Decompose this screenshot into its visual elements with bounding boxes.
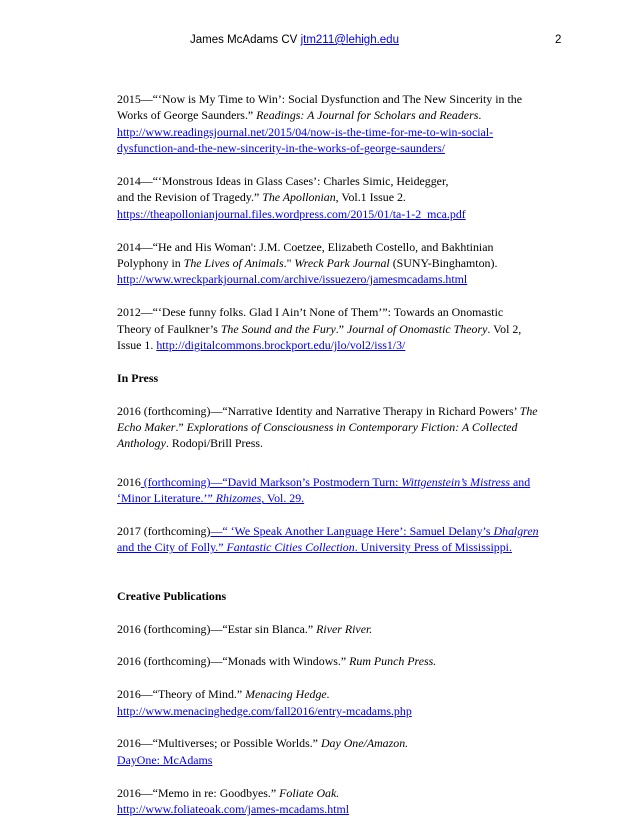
venue-title: Menacing Hedge.: [245, 687, 330, 702]
publication-entry-saunders: [117, 91, 562, 157]
entry-line: 2014—“‘Monstrous Ideas in Glass Cases’: Charles Simic, Heidegger,: [117, 174, 449, 189]
publication-link[interactable]: http://www.wreckparkjournal.com/archive/issuezero/jamesmcadams.html: [117, 272, 468, 287]
entry-text: .": [283, 256, 295, 271]
entry-text: 2016—“Multiverses; or Possible Worlds.”: [117, 736, 321, 751]
entry-line: [117, 255, 562, 271]
entry-text: .”: [175, 420, 187, 435]
link-text: . University Press of Mississippi.: [354, 540, 512, 555]
in-press-entry-powers: [117, 403, 562, 452]
publication-link[interactable]: dysfunction-and-the-new-sincerity-in-the-works-of-george-saunders/: [117, 141, 445, 156]
collection-title: Fantastic Cities Collection: [226, 540, 355, 555]
header-author-line: [190, 34, 399, 46]
entry-text: 2017 (forthcoming): [117, 524, 211, 539]
header-author: James McAdams CV: [190, 34, 298, 46]
entry-line: [117, 490, 562, 506]
publication-entry-faulkner: [117, 304, 562, 353]
entry-line: 2014—“He and His Woman': J.M. Coetzee, Elizabeth Costello, and Bakhtinian: [117, 239, 494, 254]
entry-line: 2015—“‘Now is My Time to Win’: Social Dysfunction and The New Sincerity in the: [117, 92, 522, 106]
venue-title: River River.: [316, 621, 373, 636]
publication-link[interactable]: http://www.foliateoak.com/james-mcadams.html: [117, 802, 350, 817]
entry-text: 2016—“Theory of Mind.”: [117, 687, 246, 702]
publication-link[interactable]: https://theapollonianjournal.files.wordpress.com/2015/01/ta-1-2_mca.pdf: [117, 206, 466, 221]
publication-entry-simic: [117, 173, 562, 222]
entry-text: Works of George Saunders.”: [117, 108, 257, 123]
publication-link[interactable]: [117, 491, 304, 505]
creative-entry-multiverses: [117, 735, 562, 768]
page-header: [0, 34, 638, 50]
entry-line: [117, 539, 562, 555]
entry-link-line: [117, 124, 562, 140]
publication-link[interactable]: http://www.readingsjournal.net/2015/04/now-is-the-time-for-me-to-win-social-: [117, 124, 494, 139]
entry-line: [117, 107, 562, 123]
link-text: —“ ‘We Speak Another Language Here’: Samuel Delany’s: [210, 524, 494, 539]
in-press-entry-markson: [117, 474, 562, 507]
link-text: ‘Minor Literature.’”: [117, 491, 216, 506]
creative-entry-monads: [117, 653, 562, 669]
entry-link-line: [117, 140, 562, 156]
entry-text: , Vol.1 Issue 2.: [335, 190, 406, 205]
entry-line: [117, 653, 562, 669]
entry-line: 2012—“‘Dese funny folks. Glad I Ain’t None of Them’”: Towards an Onomastic: [117, 305, 504, 320]
book-title: The Sound and the Fury: [220, 321, 336, 336]
entry-link-line: [117, 801, 562, 817]
book-title: Wittgenstein’s Mistress: [401, 474, 511, 489]
entry-text: 2016—“Memo in re: Goodbyes.”: [117, 785, 280, 800]
book-title: The Lives of Animals: [183, 256, 284, 271]
creative-entry-estar: [117, 621, 562, 637]
book-title: Echo Maker: [117, 420, 176, 435]
journal-title: Rhizomes: [215, 491, 262, 506]
section-heading-creative: Creative Publications: [117, 588, 227, 603]
creative-entry-theory-of-mind: [117, 686, 562, 719]
venue-title: Day One/Amazon.: [320, 736, 409, 751]
publication-link[interactable]: http://digitalcommons.brockport.edu/jlo/vol2/iss1/3/: [156, 338, 406, 353]
book-title: Dhalgren: [493, 524, 539, 539]
header-email-link[interactable]: jtm211@lehigh.edu: [300, 34, 399, 46]
entry-text: Polyphony in: [117, 256, 184, 271]
entry-text: 2016 (forthcoming)—“Narrative Identity and Narrative Therapy in Richard Powers’: [117, 403, 520, 418]
entry-text: .: [478, 108, 482, 123]
collection-title: Explorations of Consciousness in Contemporary Fiction: A Collected: [186, 420, 518, 435]
in-press-entry-delany: [117, 523, 562, 556]
publication-link[interactable]: [141, 475, 530, 489]
book-title: The: [519, 403, 538, 418]
venue-title: Rum Punch Press.: [349, 654, 437, 669]
link-text: , Vol. 29.: [261, 491, 305, 506]
publication-entry-coetzee: [117, 239, 562, 288]
entry-text: .”: [335, 321, 347, 336]
entry-link-line: [117, 206, 562, 222]
entry-text: 2016 (forthcoming)—“Monads with Windows.”: [117, 654, 350, 669]
entry-text: 2016: [117, 474, 141, 489]
venue-title: Foliate Oak.: [279, 785, 340, 800]
entry-line: [117, 189, 562, 205]
journal-title: The Apollonian: [262, 190, 336, 205]
entry-line: [117, 321, 562, 337]
entry-text: 2016 (forthcoming)—“Estar sin Blanca.”: [117, 621, 317, 636]
entry-text: Issue 1.: [117, 338, 157, 353]
page-number: 2: [555, 34, 562, 46]
entry-text: (SUNY-Binghamton).: [389, 256, 498, 271]
link-text: (forthcoming)—“David Markson’s Postmodern Turn:: [140, 474, 402, 489]
entry-line: [117, 686, 562, 702]
entry-line: [117, 785, 562, 801]
publication-link[interactable]: DayOne: McAdams: [117, 752, 213, 767]
link-text: and the City of Folly.”: [117, 540, 227, 555]
entry-text: Theory of Faulkner’s: [117, 321, 221, 336]
journal-title: Wreck Park Journal: [294, 256, 390, 271]
entry-line: [117, 419, 562, 435]
entry-line: [117, 337, 562, 353]
publication-link[interactable]: http://www.menacinghedge.com/fall2016/entry-mcadams.php: [117, 703, 412, 718]
entry-link-line: [117, 703, 562, 719]
entry-line: [117, 523, 562, 539]
entry-line: [117, 474, 562, 490]
entry-link-line: [117, 752, 562, 768]
entry-line: [117, 621, 562, 637]
entry-text: . Rodopi/Brill Press.: [165, 436, 263, 451]
creative-entry-memo: [117, 785, 562, 818]
collection-title: Anthology: [117, 436, 166, 451]
cv-content: [117, 91, 562, 834]
journal-title: Readings: A Journal for Scholars and Readers: [256, 108, 479, 123]
publication-link[interactable]: [117, 540, 512, 554]
entry-line: [117, 735, 562, 751]
entry-text: and the Revision of Tragedy.”: [117, 190, 263, 205]
entry-line: [117, 403, 562, 419]
publication-link[interactable]: [210, 524, 538, 538]
entry-text: . Vol 2,: [487, 321, 522, 336]
journal-title: Journal of Onomastic Theory: [346, 321, 488, 336]
section-heading-in-press: In Press: [117, 370, 159, 385]
entry-line: [117, 435, 562, 451]
link-text: and: [510, 474, 531, 489]
entry-link-line: [117, 271, 562, 287]
